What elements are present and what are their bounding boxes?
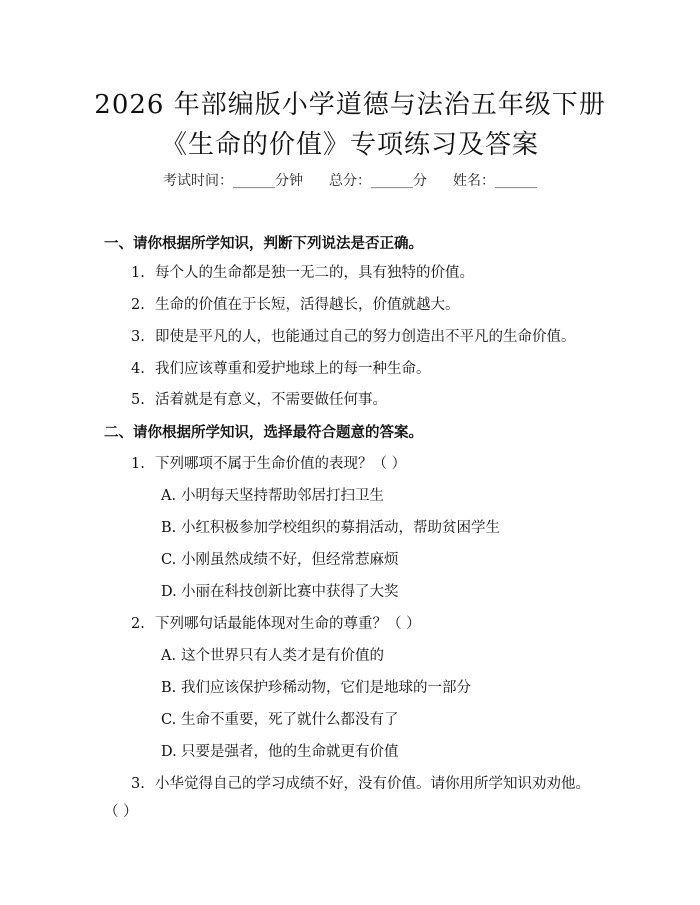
option-letter: C.: [161, 712, 177, 728]
option-letter: B.: [161, 680, 177, 696]
answer-option: [161, 516, 500, 537]
question-text: 小华觉得自己的学习成绩不好，没有价值。请你用所学知识劝劝他。: [155, 776, 590, 792]
question-number: 2.: [131, 616, 145, 632]
title-line-2: 《生命的价值》专项练习及答案: [160, 130, 539, 160]
option-text: 小刚虽然成绩不好，但经常惹麻烦: [181, 552, 399, 568]
judgment-item: [131, 293, 460, 314]
option-text: 小丽在科技创新比赛中获得了大奖: [181, 584, 399, 600]
item-number: 4.: [131, 361, 145, 377]
option-letter: C.: [161, 552, 177, 568]
item-text: 生命的价值在于长短，活得越长，价值就越大。: [155, 297, 460, 313]
option-letter: D.: [161, 744, 177, 760]
answer-option: [161, 708, 399, 729]
title-line-1: 2026 年部编版小学道德与法治五年级下册: [94, 90, 606, 120]
option-text: 这个世界只有人类才是有价值的: [181, 648, 384, 664]
section-1-heading: 一、请你根据所学知识，判断下列说法是否正确。: [104, 236, 423, 252]
question-number: 3.: [131, 776, 145, 792]
question-text: 下列哪项不属于生命价值的表现？（ ）: [155, 456, 407, 472]
choice-question: [131, 452, 406, 473]
choice-question: [131, 612, 421, 633]
student-name-label: 姓名：______: [453, 173, 537, 189]
item-text: 我们应该尊重和爱护地球上的每一种生命。: [155, 361, 431, 377]
judgment-item: [131, 261, 474, 282]
total-score-label: 总分：______分: [329, 173, 427, 189]
item-text: 每个人的生命都是独一无二的，具有独特的价值。: [155, 265, 474, 281]
judgment-item: [131, 388, 387, 409]
option-letter: D.: [161, 584, 177, 600]
item-number: 3.: [131, 329, 145, 345]
judgment-item: [131, 357, 431, 378]
item-text: 活着就是有意义，不需要做任何事。: [155, 392, 387, 408]
item-number: 1.: [131, 265, 145, 281]
section-2-heading: 二、请你根据所学知识，选择最符合题意的答案。: [104, 425, 423, 441]
item-number: 5.: [131, 392, 145, 408]
option-text: 我们应该保护珍稀动物，它们是地球的一部分: [181, 680, 471, 696]
option-text: 小红积极参加学校组织的募捐活动，帮助贫困学生: [181, 520, 500, 536]
option-text: 只要是强者，他的生命就更有价值: [181, 744, 399, 760]
answer-option: [161, 484, 384, 505]
question-text: 下列哪句话最能体现对生命的尊重？（ ）: [155, 616, 421, 632]
option-letter: B.: [161, 520, 177, 536]
option-text: 生命不重要，死了就什么都没有了: [181, 712, 399, 728]
item-number: 2.: [131, 297, 145, 313]
option-letter: A.: [161, 488, 177, 504]
answer-option: [161, 580, 399, 601]
answer-option: [161, 548, 399, 569]
item-text: 即使是平凡的人，也能通过自己的努力创造出不平凡的生命价值。: [155, 329, 576, 345]
judgment-item: [131, 325, 576, 346]
choice-question: [131, 772, 590, 793]
option-text: 小明每天坚持帮助邻居打扫卫生: [181, 488, 384, 504]
exam-time-label: 考试时间：______分钟: [163, 173, 303, 189]
exam-info: [0, 170, 700, 190]
question-number: 1.: [131, 456, 145, 472]
option-letter: A.: [161, 648, 177, 664]
answer-blank: （ ）: [104, 804, 138, 820]
answer-option: [161, 740, 399, 761]
answer-option: [161, 644, 384, 665]
answer-option: [161, 676, 471, 697]
